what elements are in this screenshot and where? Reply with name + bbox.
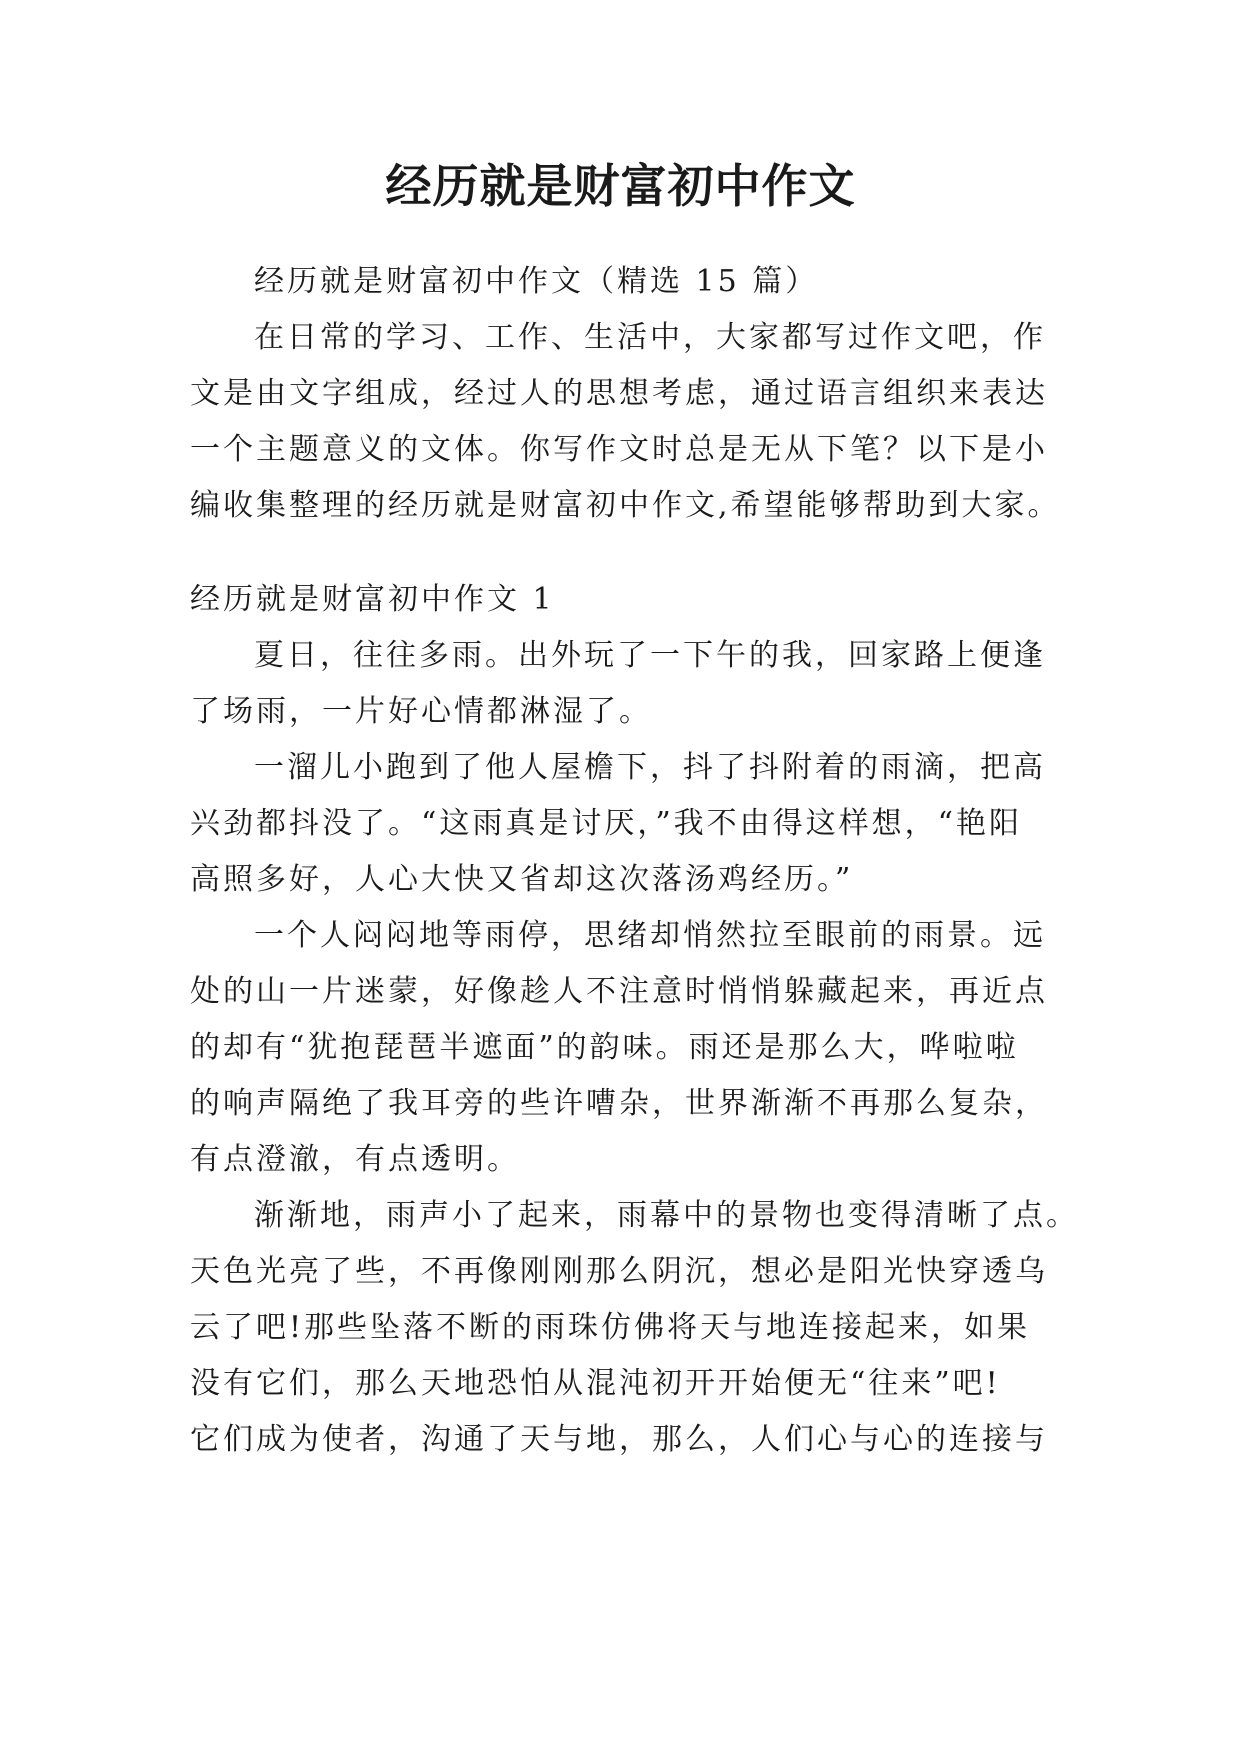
text-line: 的却有“犹抱琵琶半遮面”的韵味。雨还是那么大，哗啦啦 xyxy=(190,1030,1019,1065)
subtitle-line: 经历就是财富初中作文（精选 15 篇） xyxy=(254,264,819,299)
text-line: 夏日，往往多雨。出外玩了一下午的我，回家路上便逢 xyxy=(254,638,1046,673)
section-heading: 经历就是财富初中作文 1 xyxy=(190,582,555,617)
text-line: 在日常的学习、工作、生活中，大家都写过作文吧，作 xyxy=(254,320,1046,355)
document-title: 经历就是财富初中作文 xyxy=(385,159,856,213)
text-line: 有点澄澈，有点透明。 xyxy=(190,1142,520,1177)
text-line: 高照多好，人心大快又省却这次落汤鸡经历。” xyxy=(190,862,854,897)
text-line: 的响声隔绝了我耳旁的些许嘈杂，世界渐渐不再那么复杂， xyxy=(190,1086,1048,1121)
text-line: 了场雨，一片好心情都淋湿了。 xyxy=(190,694,652,729)
text-line: 编收集整理的经历就是财富初中作文,希望能够帮助到大家。 xyxy=(190,488,1061,523)
text-line: 一个人闷闷地等雨停，思绪却悄然拉至眼前的雨景。远 xyxy=(254,918,1046,953)
text-line: 云了吧!那些坠落不断的雨珠仿佛将天与地连接起来，如果 xyxy=(190,1310,1031,1345)
text-line: 兴劲都抖没了。“这雨真是讨厌，”我不由得这样想，“艳阳 xyxy=(190,806,1023,841)
text-line: 它们成为使者，沟通了天与地，那么，人们心与心的连接与 xyxy=(190,1422,1048,1457)
text-line: 没有它们，那么天地恐怕从混沌初开开始便无“往来”吧! xyxy=(190,1366,1001,1401)
text-line: 渐渐地，雨声小了起来，雨幕中的景物也变得清晰了点。 xyxy=(254,1198,1079,1233)
text-line: 天色光亮了些，不再像刚刚那么阴沉，想必是阳光快穿透乌 xyxy=(190,1254,1048,1289)
text-line: 一个主题意义的文体。你写作文时总是无从下笔？以下是小 xyxy=(190,432,1048,467)
text-line: 处的山一片迷蒙，好像趁人不注意时悄悄躲藏起来，再近点 xyxy=(190,974,1048,1009)
text-line: 文是由文字组成，经过人的思想考虑，通过语言组织来表达 xyxy=(190,376,1048,411)
text-line: 一溜儿小跑到了他人屋檐下，抖了抖附着的雨滴，把高 xyxy=(254,750,1046,785)
